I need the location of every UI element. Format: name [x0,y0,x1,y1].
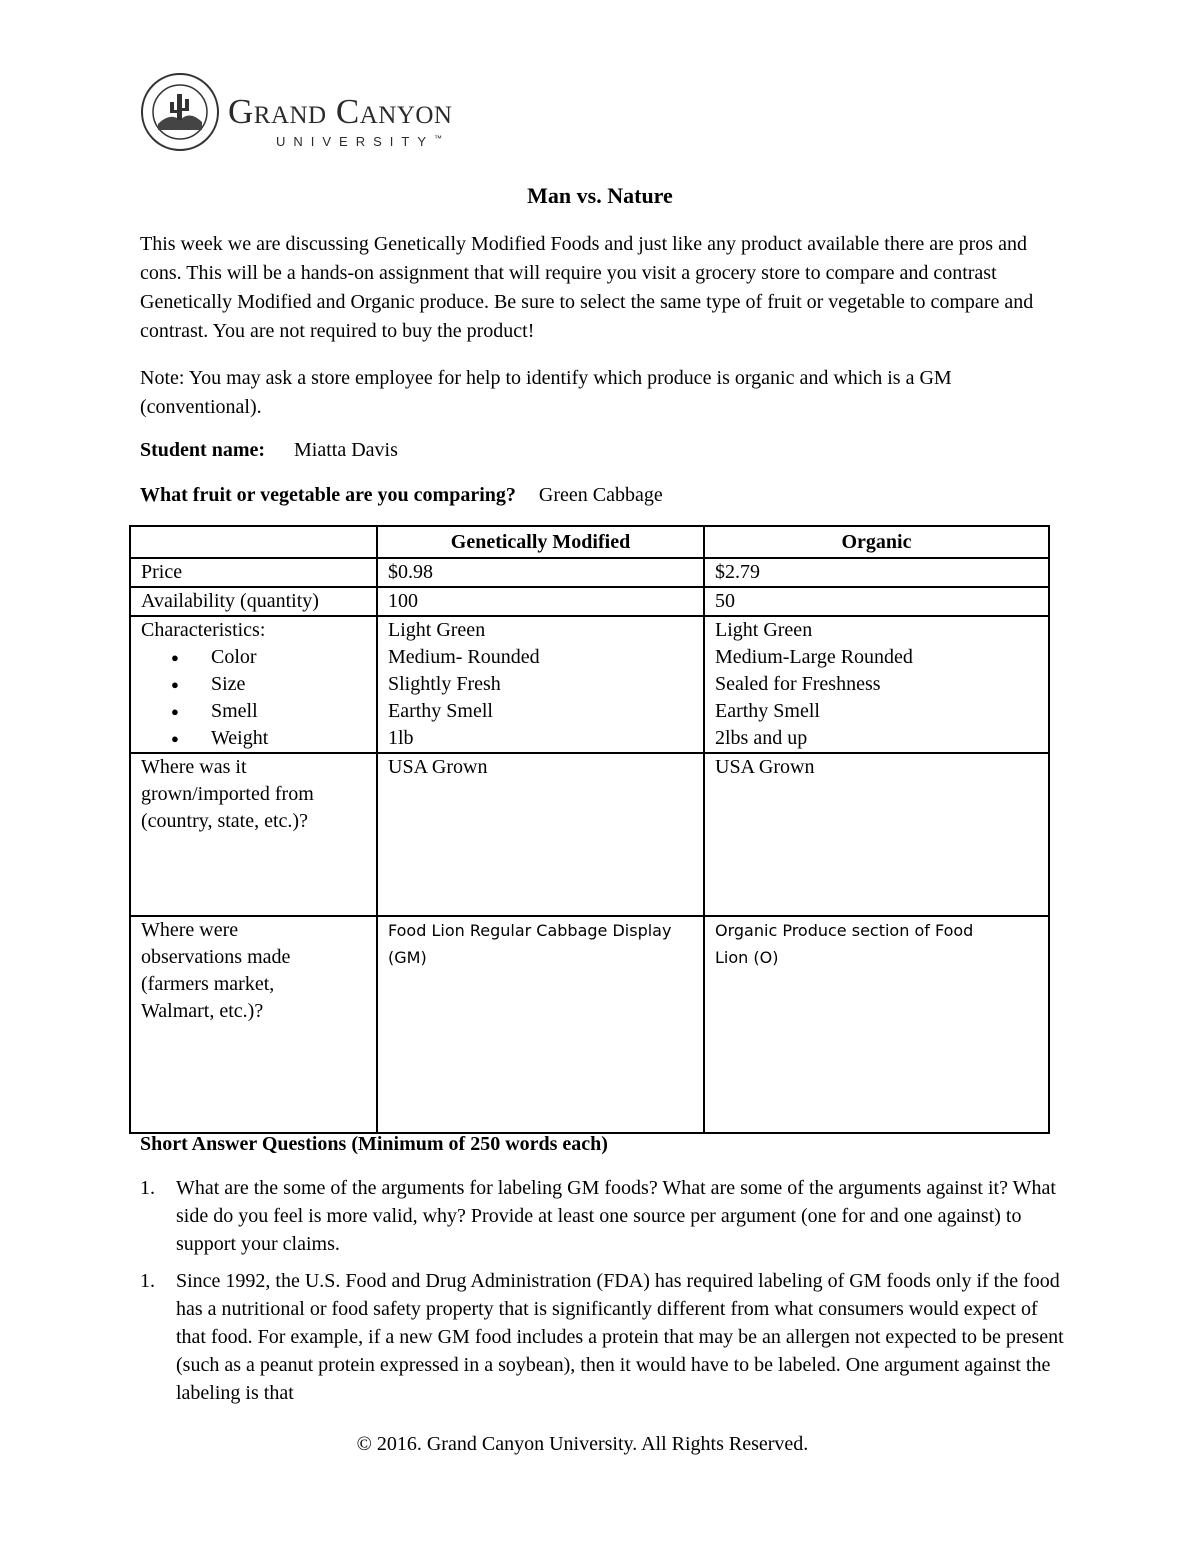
question-number: 1. [140,1177,155,1199]
logo-subtitle: UNIVERSITY [276,134,435,149]
table-row-observations [130,916,1049,1133]
organic-size: Medium-Large Rounded [715,646,913,668]
student-name-label: Student name: [140,439,266,461]
gm-freshness: Slightly Fresh [388,673,501,695]
table-header-row [130,526,1049,558]
price-label: Price [130,558,377,587]
gm-color: Light Green [388,619,486,641]
document-title: Man vs. Nature [527,183,673,208]
price-organic: $2.79 [704,558,1049,587]
intro-paragraph: This week we are discussing Genetically Modified Foods and just like any product available there are pros and cons. This will be a hands-on assignment that will require you visit a grocery store to compare and contrast Genetically Modified and Organic produce. Be sure to select the same type of fruit or vegetable to compare and contrast. You are not required to buy the product! [140,233,1034,342]
organic-color: Light Green [715,619,813,641]
observations-gm-cell [377,916,704,1133]
list-item: ● Weight [141,725,376,752]
organic-weight: 2lbs and up [715,727,808,749]
trademark-mark: ™ [434,134,443,143]
list-item: ● Size [141,671,376,698]
characteristics-gm-cell [377,616,704,753]
fruit-question-label: What fruit or vegetable are you comparing? [140,484,516,506]
answer-text: Since 1992, the U.S. Food and Drug Administration (FDA) has required labeling of GM foods only if the food has a nutritional or food safety property that is significantly different from what consumers would expect of that food. For example, if a new GM food includes a protein that may be an allergen not expected to be present (such as a peanut protein expressed in a soybean), then it would have to be labeled. One argument against the labeling is that [176,1270,1064,1404]
observations-organic-line: Organic Produce section of Food [715,921,974,940]
observations-organic-cell [704,916,1049,1133]
short-answer-heading: Short Answer Questions (Minimum of 250 words each) [140,1133,608,1155]
table-row-price [130,558,1049,587]
origin-label-line: Where was it [141,756,247,778]
availability-organic: 50 [704,587,1049,616]
header-cell-empty [130,526,377,558]
university-logo [140,72,510,156]
gm-smell: Earthy Smell [388,700,493,722]
origin-organic: USA Grown [704,753,1049,916]
origin-label-line: (country, state, etc.)? [141,810,308,832]
origin-label-line: grown/imported from [141,783,314,805]
answer-number: 1. [140,1270,155,1292]
observations-label-line: Where were [141,919,239,941]
copyright-footer: © 2016. Grand Canyon University. All Rights Reserved. [356,1433,809,1455]
origin-label-cell [130,753,377,916]
question-text: What are the some of the arguments for labeling GM foods? What are some of the arguments against it? What side do you feel is more valid, why? Provide at least one source per argument (one for and one against) to support your claims. [176,1177,1056,1255]
organic-smell: Earthy Smell [715,700,820,722]
fruit-line [140,481,663,510]
header-cell-organic: Organic [704,526,1049,558]
fruit-value: Green Cabbage [538,484,663,506]
table-row-origin [130,753,1049,916]
gm-weight: 1lb [388,727,414,749]
list-item: ● Smell [141,698,376,725]
gm-size: Medium- Rounded [388,646,540,668]
observations-label-line: (farmers market, [141,973,275,995]
student-name-line [140,436,398,465]
header-cell-gm: Genetically Modified [377,526,704,558]
origin-gm: USA Grown [377,753,704,916]
answer-item [140,1267,1070,1407]
characteristics-label-cell [130,616,377,753]
observations-label-line: Walmart, etc.)? [141,1000,264,1022]
observations-label-line: observations made [141,946,291,968]
characteristics-list [141,644,376,752]
characteristics-organic-cell [704,616,1049,753]
table-row-characteristics [130,616,1049,753]
question-item [140,1174,1070,1258]
availability-gm: 100 [377,587,704,616]
comparison-table [129,525,1050,1134]
observations-organic-line: Lion (O) [715,948,779,967]
characteristics-label: Characteristics: [141,619,266,641]
university-seal-icon [140,72,220,152]
organic-freshness: Sealed for Freshness [715,673,881,695]
observations-gm-line: (GM) [388,948,427,967]
observations-gm-line: Food Lion Regular Cabbage Display [388,921,672,940]
price-gm: $0.98 [377,558,704,587]
logo-wordmark: Grand Canyon [228,92,453,131]
list-item: ● Color [141,644,376,671]
table-row-availability [130,587,1049,616]
availability-label: Availability (quantity) [130,587,377,616]
student-name-value: Miatta Davis [294,439,398,461]
observations-label-cell [130,916,377,1133]
note-paragraph: Note: You may ask a store employee for help to identify which produce is organic and which is a GM (conventional). [140,367,952,418]
